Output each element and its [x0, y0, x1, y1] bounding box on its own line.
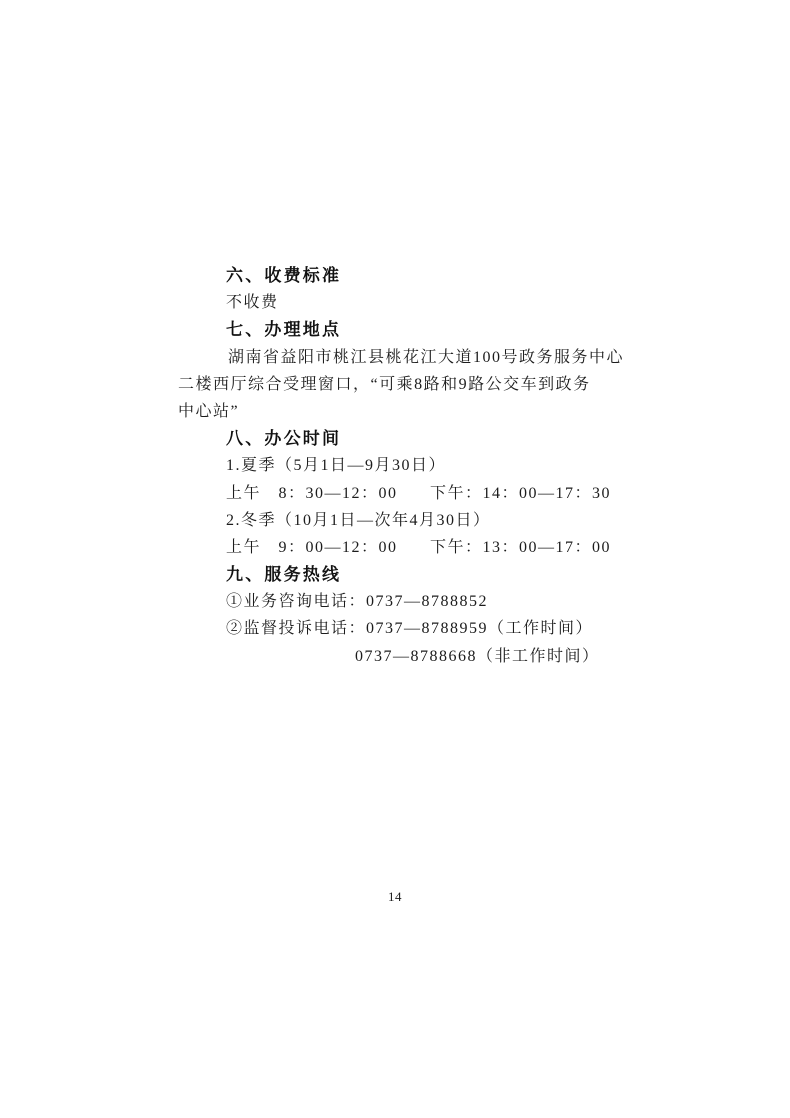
location-paragraph-line-1: 湖南省益阳市桃江县桃花江大道100号政务服务中心	[228, 348, 625, 366]
winter-period-label: 2.冬季（10月1日—次年4月30日）	[226, 511, 491, 529]
summer-period-label: 1.夏季（5月1日—9月30日）	[226, 457, 447, 475]
section-heading-location: 七、办理地点	[226, 320, 342, 340]
winter-morning-hours: 上午 9：00—12：00	[226, 538, 398, 556]
hotline-consult-phone: ①业务咨询电话：0737—8788852	[226, 593, 489, 611]
section-heading-hotline: 九、服务热线	[226, 565, 342, 585]
summer-afternoon-hours: 下午：14：00—17：30	[430, 484, 612, 502]
page-number: 14	[388, 889, 402, 904]
hotline-complaint-phone-work: ②监督投诉电话：0737—8788959（工作时间）	[226, 620, 594, 638]
winter-hours-row	[178, 534, 614, 561]
section-heading-hours: 八、办公时间	[226, 429, 342, 449]
summer-morning-hours: 上午 8：30—12：00	[226, 484, 398, 502]
location-paragraph-line-2: 二楼西厅综合受理窗口，“可乘8路和9路公交车到政务	[178, 375, 591, 393]
summer-hours-row	[178, 480, 614, 507]
location-paragraph-line-3: 中心站”	[178, 402, 240, 420]
hotline-complaint-phone-offwork: 0737—8788668（非工作时间）	[355, 647, 600, 665]
section-heading-fee: 六、收费标准	[226, 266, 342, 285]
document-content	[178, 262, 625, 670]
winter-afternoon-hours: 下午：13：00—17：00	[430, 538, 612, 556]
fee-body-text: 不收费	[226, 294, 279, 312]
